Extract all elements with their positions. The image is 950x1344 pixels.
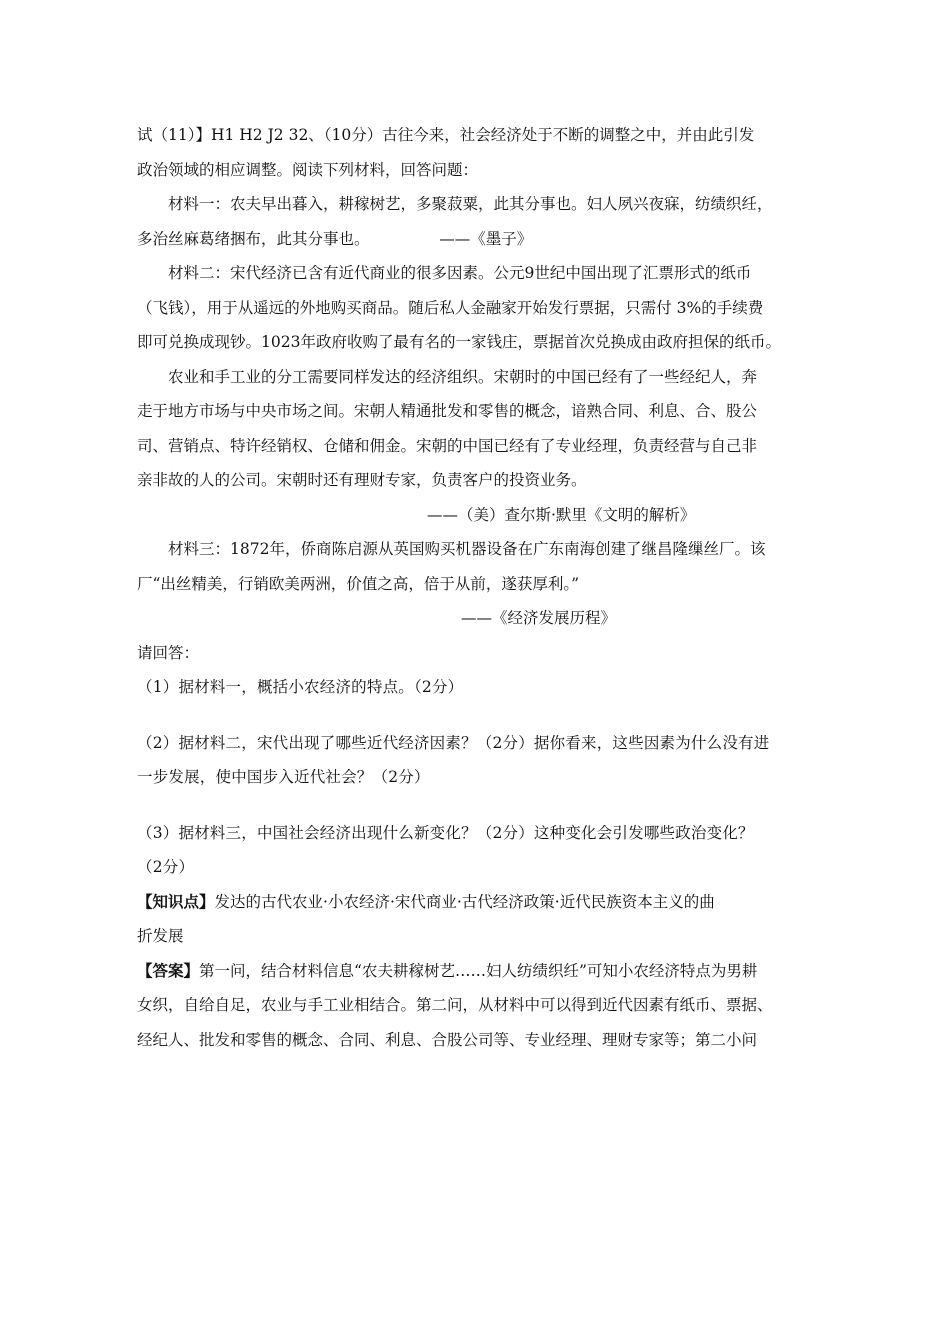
sub-question-3-line: （3）据材料三，中国社会经济出现什么新变化？（2分）这种变化会引发哪些政治变化？ xyxy=(137,823,754,842)
material-2-citation: ——（美）查尔斯·默里《文明的解析》 xyxy=(427,505,696,524)
sub-question-2-line: 一步发展，使中国步入近代社会？（2分） xyxy=(137,768,430,786)
answer-section xyxy=(137,954,817,989)
answer-line: 女织，自给自足，农业与手工业相结合。第二问，从材料中可以得到近代因素有纸币、票据、 xyxy=(137,996,773,1014)
exam-question xyxy=(137,118,817,1057)
knowledge-point-cont: 折发展 xyxy=(137,927,184,945)
answer-text: 第一问，结合材料信息“农夫耕稼树艺……妇人纺绩织纴”可知小农经济特点为男耕 xyxy=(199,961,758,980)
material-2-line: 材料二：宋代经济已含有近代商业的很多因素。公元9世纪中国出现了汇票形式的纸币 xyxy=(168,264,752,282)
knowledge-point-label: 【知识点】 xyxy=(137,891,215,911)
material-2-para2-line: 农业和手工业的分工需要同样发达的经济组织。宋朝时的中国已经有了一些经纪人，奔 xyxy=(168,367,758,386)
sub-question-3-line: （2分） xyxy=(137,858,195,876)
answer-prompt: 请回答： xyxy=(137,643,200,662)
material-3-citation: ——《经济发展历程》 xyxy=(461,609,617,627)
question-intro: 政治领域的相应调整。阅读下列材料，回答问题： xyxy=(137,160,479,179)
material-2-para2-line: 司、营销点、特许经销权、仓储和佣金。宋朝的中国已经有了专业经理，负责经营与自己非 xyxy=(137,436,758,455)
sub-question-2-line: （2）据材料二，宋代出现了哪些近代经济因素？（2分）据你看来，这些因素为什么没有进 xyxy=(137,733,770,752)
answer-line: 经纪人、批发和零售的概念、合同、利息、合股公司等、专业经理、理财专家等；第二小问 xyxy=(137,1030,758,1049)
knowledge-point xyxy=(137,885,817,920)
knowledge-point-text: 发达的古代农业·小农经济·宋代商业·古代经济政策·近代民族资本主义的曲 xyxy=(214,892,715,911)
material-3-line: 材料三：1872年，侨商陈启源从英国购买机器设备在广东南海创建了继昌隆缫丝厂。该 xyxy=(168,540,766,558)
material-1-line: 材料一：农夫早出暮入，耕稼树艺，多聚菽粟，此其分事也。妇人夙兴夜寐，纺绩织纴， xyxy=(168,195,773,213)
material-2-para2-line: 走于地方市场与中央市场之间。宋朝人精通批发和零售的概念，谙熟合同、利息、合、股公 xyxy=(137,402,758,420)
material-2-line: （飞钱），用于从遥远的外地购买商品。随后私人金融家开始发行票据，只需付 3%的手续费 xyxy=(137,298,764,317)
material-2-para2-line: 亲非故的人的公司。宋朝时还有理财专家，负责客户的投资业务。 xyxy=(137,471,587,489)
sub-question-1: （1）据材料一，概括小农经济的特点。（2分） xyxy=(137,678,464,696)
material-3-line: 厂“出丝精美，行销欧美两洲，价值之高，倍于从前，遂获厚利。” xyxy=(137,574,580,593)
material-1-line: 多治丝麻葛绪捆布，此其分事也。 ——《墨子》 xyxy=(137,229,533,248)
question-header: 试（11）】H1 H2 J2 32、（10分）古往今来，社会经济处于不断的调整之中，并由此引发 xyxy=(137,126,755,144)
answer-label: 【答案】 xyxy=(137,960,200,980)
material-2-line: 即可兑换成现钞。1023年政府收购了最有名的一家钱庄，票据首次兑换成由政府担保的纸币。 xyxy=(137,333,781,351)
